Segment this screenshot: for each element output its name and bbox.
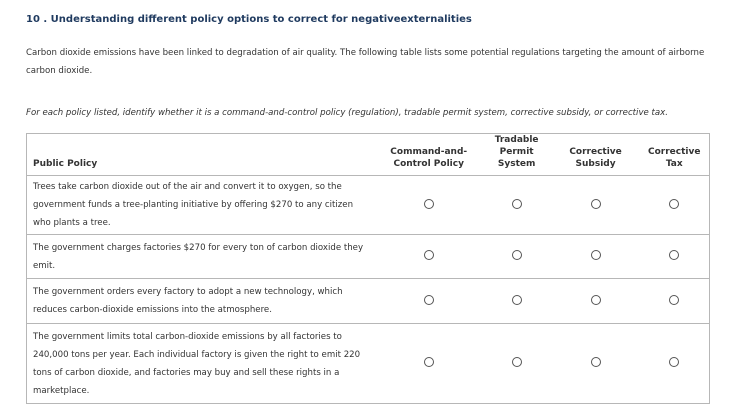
cell-command xyxy=(376,279,482,324)
policy-text: The government limits total carbon-dioxide emissions by all factories to 240,000 tons per year. Each individual factory is given the right to emit 220 tons of carbon dioxide, and factories may buy and sell these rights in a marketplace. xyxy=(27,324,376,404)
policy-text: Trees take carbon dioxide out of the air and convert it to oxygen, so the government funds a tree-planting initiative by offering $270 to any citizen who plants a tree. xyxy=(27,176,376,235)
radio-command-and-control[interactable] xyxy=(424,295,434,305)
header-public-policy: Public Policy xyxy=(33,159,98,169)
radio-corrective-subsidy[interactable] xyxy=(591,295,601,305)
radio-tradable-permit[interactable] xyxy=(512,250,522,260)
table-row xyxy=(27,176,710,235)
radio-tradable-permit[interactable] xyxy=(512,295,522,305)
cell-command xyxy=(376,235,482,279)
radio-command-and-control[interactable] xyxy=(424,357,434,367)
header-tax-line-1: Corrective xyxy=(648,147,701,157)
header-command-line-1: Command-and- xyxy=(390,147,468,157)
header-corrective-tax xyxy=(640,134,710,176)
header-tradable-line-3: System xyxy=(497,159,536,169)
header-row xyxy=(27,134,710,176)
cell-tax xyxy=(640,176,710,235)
table-row xyxy=(27,324,710,404)
radio-tradable-permit[interactable] xyxy=(512,357,522,367)
header-subsidy-line-1: Corrective xyxy=(569,147,622,157)
radio-command-and-control[interactable] xyxy=(424,199,434,209)
cell-command xyxy=(376,324,482,404)
radio-corrective-tax[interactable] xyxy=(669,357,679,367)
radio-corrective-tax[interactable] xyxy=(669,199,679,209)
header-subsidy-line-2: Subsidy xyxy=(575,159,616,169)
cell-tax xyxy=(640,235,710,279)
cell-tradable xyxy=(482,324,552,404)
header-tradable-line-1: Tradable xyxy=(494,135,539,145)
cell-subsidy xyxy=(552,279,640,324)
header-tradable-line-2: Permit xyxy=(499,147,534,157)
radio-command-and-control[interactable] xyxy=(424,250,434,260)
table-row xyxy=(27,235,710,279)
header-tradable-permit xyxy=(482,134,552,176)
policy-text: The government orders every factory to adopt a new technology, which reduces carbon-dioxide emissions into the atmosphere. xyxy=(27,279,376,324)
table-row xyxy=(27,279,710,324)
radio-tradable-permit[interactable] xyxy=(512,199,522,209)
cell-command xyxy=(376,176,482,235)
cell-tradable xyxy=(482,279,552,324)
header-corrective-subsidy xyxy=(552,134,640,176)
policy-table xyxy=(26,133,710,404)
cell-subsidy xyxy=(552,235,640,279)
question-title: 10 . Understanding different policy options to correct for negativeexternalities xyxy=(26,14,472,25)
cell-tax xyxy=(640,324,710,404)
header-command-line-2: Control Policy xyxy=(393,159,464,169)
cell-subsidy xyxy=(552,324,640,404)
header-tax-line-2: Tax xyxy=(665,159,683,169)
cell-tradable xyxy=(482,176,552,235)
radio-corrective-tax[interactable] xyxy=(669,250,679,260)
question-intro: Carbon dioxide emissions have been linked to degradation of air quality. The following table lists some potential regulations targeting the amount of airborne carbon dioxide. xyxy=(26,48,705,76)
cell-tradable xyxy=(482,235,552,279)
cell-tax xyxy=(640,279,710,324)
policy-text: The government charges factories $270 for every ton of carbon dioxide they emit. xyxy=(27,235,376,279)
radio-corrective-subsidy[interactable] xyxy=(591,250,601,260)
radio-corrective-subsidy[interactable] xyxy=(591,199,601,209)
radio-corrective-tax[interactable] xyxy=(669,295,679,305)
header-command-and-control xyxy=(376,134,482,176)
question-instructions: For each policy listed, identify whether it is a command-and-control policy (regulation), tradable permit system, corrective subsidy, or corrective tax. xyxy=(26,108,669,118)
cell-subsidy xyxy=(552,176,640,235)
radio-corrective-subsidy[interactable] xyxy=(591,357,601,367)
